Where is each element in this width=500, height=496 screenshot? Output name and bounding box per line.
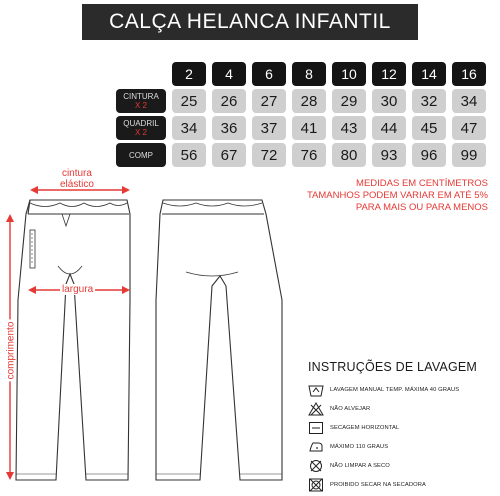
table-cell: 56: [172, 143, 206, 167]
table-cell: 25: [172, 89, 206, 113]
waist-label: [60, 168, 94, 190]
waist-label-line: cintura: [61, 168, 92, 179]
table-cell: 26: [212, 89, 246, 113]
table-cell: 67: [212, 143, 246, 167]
table-cell: 37: [252, 116, 286, 140]
wash-item: [308, 380, 498, 399]
table-cell: 34: [452, 89, 486, 113]
table-cell: 29: [332, 89, 366, 113]
no-dry-clean-icon: [308, 459, 324, 473]
note-line: MEDIDAS EM CENTÍMETROS: [356, 178, 488, 189]
table-cell: 99: [452, 143, 486, 167]
table-cell: 28: [292, 89, 326, 113]
size-header-cell: 8: [292, 62, 326, 86]
waist-label-line: elástico: [60, 179, 94, 190]
table-cell: 32: [412, 89, 446, 113]
wash-item: [308, 399, 498, 418]
wash-item-text: LAVAGEM MANUAL TEMP. MÁXIMA 40 GRAUS: [330, 386, 460, 393]
wash-item-text: MÁXIMO 110 GRAUS: [330, 443, 389, 450]
table-cell: 44: [372, 116, 406, 140]
size-header-cell: 12: [372, 62, 406, 86]
table-cell: 93: [372, 143, 406, 167]
hand-wash-icon: [308, 383, 324, 397]
row-label-text: COMP: [129, 150, 153, 160]
wash-item-text: NÃO LIMPAR A SECO: [330, 462, 390, 469]
wash-item: [308, 456, 498, 475]
table-cell: 80: [332, 143, 366, 167]
row-multiplier: X 2: [134, 101, 147, 110]
width-label: largura: [62, 284, 94, 295]
table-cell: 96: [412, 143, 446, 167]
size-header-cell: 10: [332, 62, 366, 86]
note-line: PARA MAIS OU PARA MENOS: [355, 202, 488, 213]
size-header-cell: 16: [452, 62, 486, 86]
note-line: TAMANHOS PODEM VARIAR EM ATÉ 5%: [306, 190, 488, 201]
wash-item: [308, 418, 498, 437]
table-cell: 47: [452, 116, 486, 140]
dry-flat-icon: [308, 421, 324, 435]
wash-item-text: SECAGEM HORIZONTAL: [330, 424, 400, 431]
length-label: comprimento: [5, 321, 17, 380]
washing-instructions: [308, 360, 498, 494]
wash-item-text: NÃO ALVEJAR: [330, 405, 371, 412]
wash-item: [308, 437, 498, 456]
washing-title: INSTRUÇÕES DE LAVAGEM: [308, 360, 478, 374]
table-cell: 36: [212, 116, 246, 140]
size-header-cell: 14: [412, 62, 446, 86]
row-label-text: CINTURA: [123, 92, 159, 101]
table-cell: 41: [292, 116, 326, 140]
row-label-text: QUADRIL: [123, 119, 159, 128]
size-header-cell: 2: [172, 62, 206, 86]
wash-item: [308, 475, 498, 494]
table-cell: 27: [252, 89, 286, 113]
row-multiplier: X 2: [134, 128, 147, 137]
table-cell: 72: [252, 143, 286, 167]
no-bleach-icon: [308, 402, 324, 416]
no-tumble-dry-icon: [308, 478, 324, 492]
size-header-cell: 4: [212, 62, 246, 86]
table-cell: 34: [172, 116, 206, 140]
table-cell: 76: [292, 143, 326, 167]
table-cell: 30: [372, 89, 406, 113]
wash-item-text: PROIBIDO SECAR NA SECADORA: [330, 481, 427, 488]
table-cell: 43: [332, 116, 366, 140]
size-header-cell: 6: [252, 62, 286, 86]
table-cell: 45: [412, 116, 446, 140]
front-pants-drawing: [16, 200, 130, 480]
iron-icon: [308, 440, 324, 454]
back-pants-drawing: [156, 200, 282, 480]
page-title: CALÇA HELANCA INFANTIL: [82, 4, 418, 40]
